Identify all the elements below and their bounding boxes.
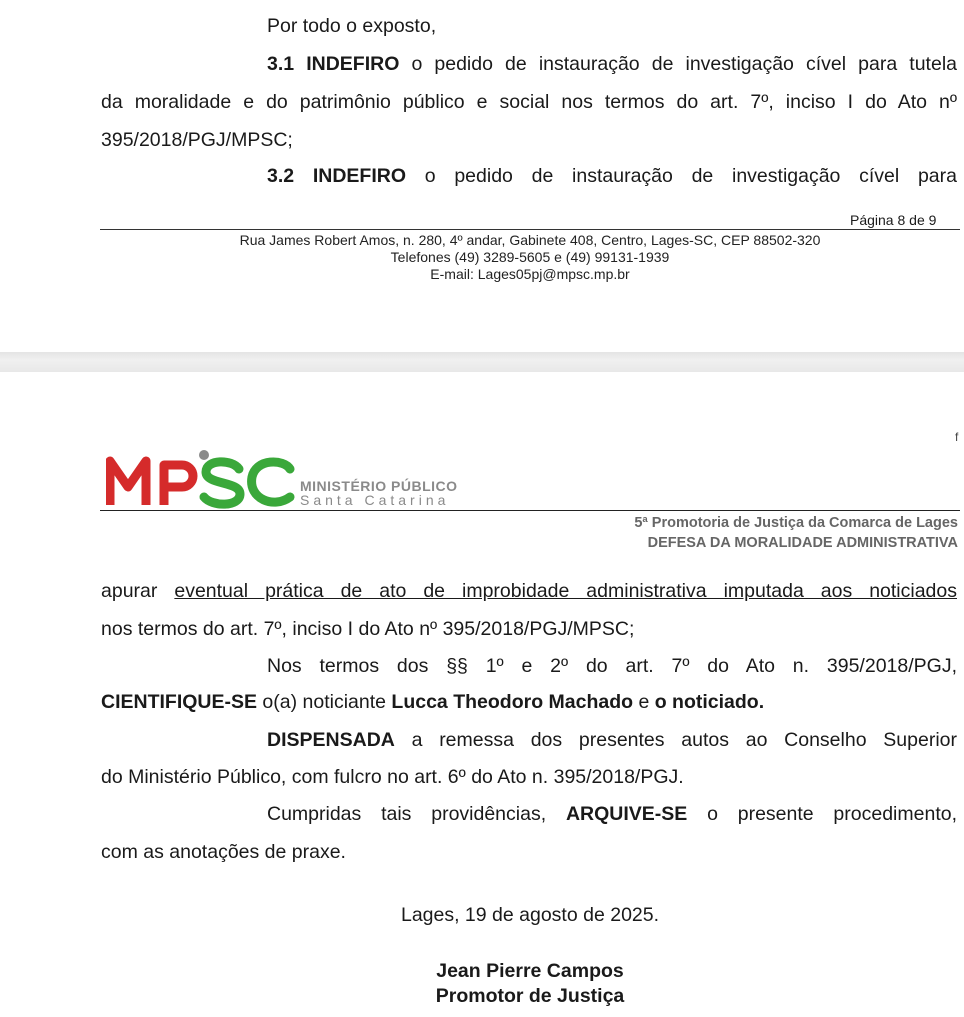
item-3-1-end: 395/2018/PGJ/MPSC; [101,129,293,151]
margin-mark: f [955,430,959,444]
body-line-6: do Ministério Público, com fulcro no art. 6º do Ato n. 395/2018/PGJ. [101,766,684,788]
header-rule [100,510,960,511]
page-separator [0,352,964,372]
item-3-1-line: 3.1 INDEFIRO o pedido de instauração de investigação cível para tutela [267,53,957,75]
body-line-4: CIENTIFIQUE-SE o(a) noticiante Lucca Theodoro Machado e o noticiado. [101,691,765,713]
org-name: MINISTÉRIO PÚBLICO [300,478,458,494]
signer-title: Promotor de Justiça [435,985,625,1007]
signer-name: Jean Pierre Campos [436,960,624,982]
body-line-7: Cumpridas tais providências, ARQUIVE-SE o presente procedimento, [267,803,957,825]
mpsc-logo [106,447,296,509]
body-line-3: Nos termos dos §§ 1º e 2º do art. 7º do Ato n. 395/2018/PGJ, [267,655,957,677]
footer-rule [100,229,960,230]
date-line: Lages, 19 de agosto de 2025. [400,904,660,926]
org-state: Santa Catarina [300,492,450,508]
footer-email: E-mail: Lages05pj@mpsc.mp.br [430,266,630,282]
intro-line: Por todo o exposto, [267,15,437,37]
body-line-2: nos termos do art. 7º, inciso I do Ato nº 395/2018/PGJ/MPSC; [101,618,635,640]
item-3-1-continuation: da moralidade e do patrimônio público e social nos termos do art. 7º, inciso I do Ato nº [101,91,957,113]
promotoria-area: DEFESA DA MORALIDADE ADMINISTRATIVA [647,535,958,551]
page-number: Página 8 de 9 [850,212,937,228]
body-line-8: com as anotações de praxe. [101,841,346,863]
body-line-1: apurar eventual prática de ato de improbidade administrativa imputada aos noticiados [101,580,957,602]
footer-phones: Telefones (49) 3289-5605 e (49) 99131-1939 [390,249,670,265]
promotoria-name: 5ª Promotoria de Justiça da Comarca de Lages [634,515,958,531]
body-line-5: DISPENSADA a remessa dos presentes autos ao Conselho Superior [267,729,957,751]
footer-address: Rua James Robert Amos, n. 280, 4º andar, Gabinete 408, Centro, Lages-SC, CEP 88502-320 [239,232,821,248]
item-3-2-line: 3.2 INDEFIRO o pedido de instauração de investigação cível para [267,165,957,187]
